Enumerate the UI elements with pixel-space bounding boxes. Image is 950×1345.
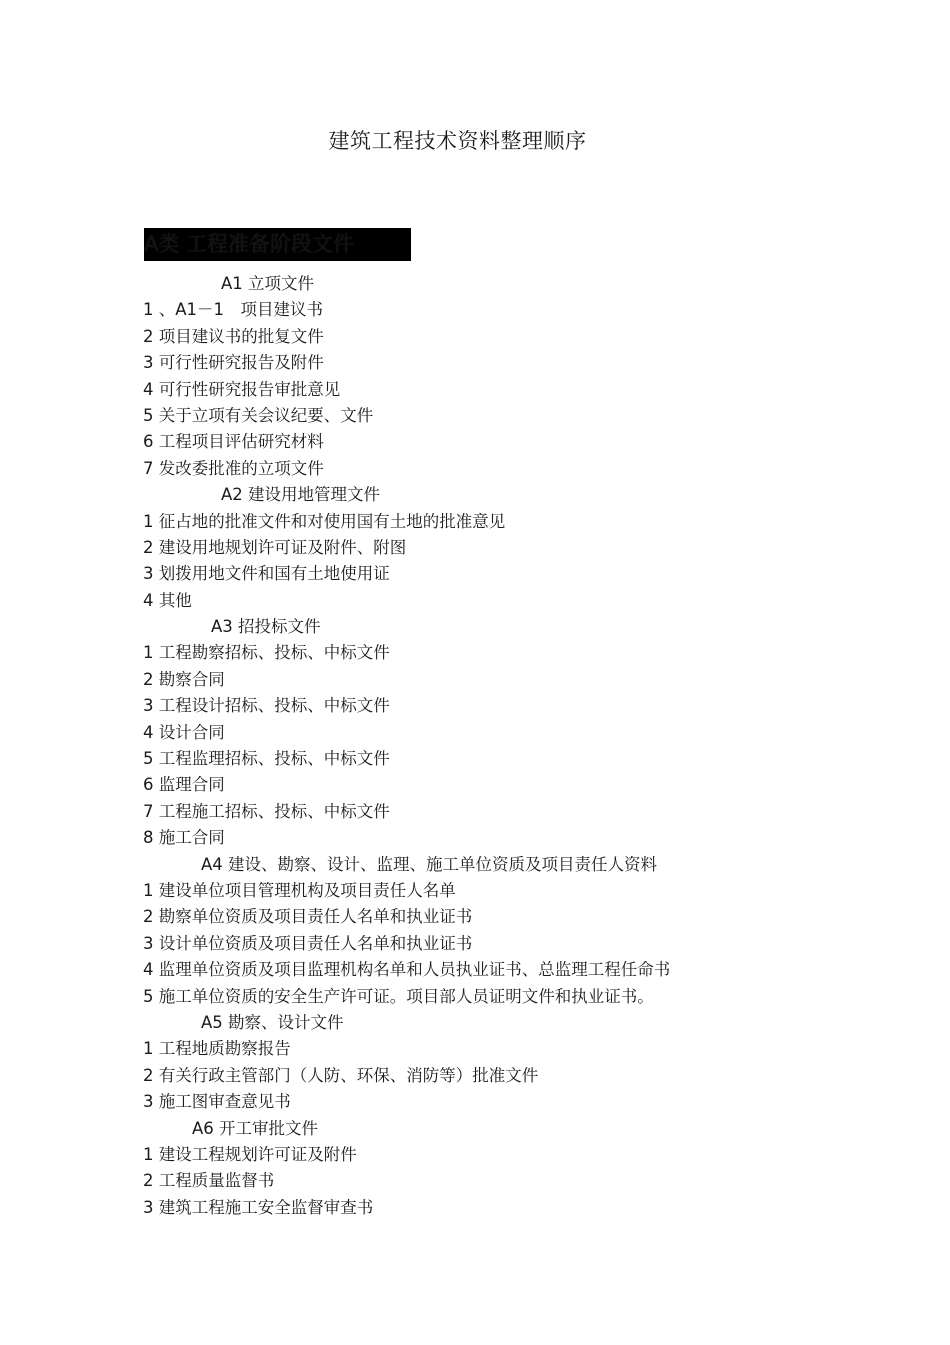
list-item: 1 工程地质勘察报告 — [143, 1039, 291, 1059]
list-item: 6 工程项目评估研究材料 — [143, 432, 324, 452]
list-item: 5 关于立项有关会议纪要、文件 — [143, 405, 374, 425]
document-body — [143, 271, 863, 1221]
list-item: 2 工程质量监督书 — [143, 1171, 275, 1191]
subsection-heading: A4 建设、勘察、设计、监理、施工单位资质及项目责任人资料 — [201, 854, 658, 874]
subsection-heading: A3 招投标文件 — [211, 617, 321, 637]
list-item: 7 工程施工招标、投标、中标文件 — [143, 801, 390, 821]
subsection-heading: A1 立项文件 — [221, 274, 315, 293]
subsection-heading: A5 勘察、设计文件 — [201, 1012, 344, 1032]
section-heading-bar — [144, 228, 411, 261]
list-item: 2 建设用地规划许可证及附件、附图 — [143, 537, 407, 557]
list-item: 4 可行性研究报告审批意见 — [143, 379, 341, 399]
list-item: 3 施工图审查意见书 — [143, 1092, 291, 1112]
list-item: 2 勘察合同 — [143, 669, 225, 689]
list-item: 3 划拨用地文件和国有土地使用证 — [143, 564, 390, 584]
list-item: 8 施工合同 — [143, 828, 225, 848]
list-item: 7 发改委批准的立项文件 — [143, 458, 324, 478]
list-item: 3 工程设计招标、投标、中标文件 — [143, 696, 390, 716]
list-item: 5 施工单位资质的安全生产许可证。项目部人员证明文件和执业证书。 — [143, 986, 654, 1006]
subsection-heading: A6 开工审批文件 — [192, 1118, 319, 1138]
list-item: 4 其他 — [143, 590, 192, 610]
list-item: 1 建设工程规划许可证及附件 — [143, 1144, 357, 1164]
list-item: 2 有关行政主管部门（人防、环保、消防等）批准文件 — [143, 1065, 539, 1085]
list-item: 4 监理单位资质及项目监理机构名单和人员执业证书、总监理工程任命书 — [143, 960, 671, 980]
list-item: 3 设计单位资质及项目责任人名单和执业证书 — [143, 933, 473, 953]
list-item: 1 工程勘察招标、投标、中标文件 — [143, 643, 390, 663]
list-item: 2 项目建议书的批复文件 — [143, 326, 324, 346]
list-item: 6 监理合同 — [143, 775, 225, 795]
list-item: 1 征占地的批准文件和对使用国有土地的批准意见 — [143, 511, 506, 531]
list-item: 4 设计合同 — [143, 722, 225, 742]
section-heading-label: A类 工程准备阶段文件 — [144, 232, 355, 256]
list-item: 1 建设单位项目管理机构及项目责任人名单 — [143, 880, 456, 900]
list-item: 1 、A1－1 项目建议书 — [143, 300, 324, 320]
document-title: 建筑工程技术资料整理顺序 — [328, 129, 587, 153]
list-item: 2 勘察单位资质及项目责任人名单和执业证书 — [143, 907, 473, 927]
list-item: 3 可行性研究报告及附件 — [143, 353, 324, 373]
list-item: 3 建筑工程施工安全监督审查书 — [143, 1197, 374, 1217]
list-item: 5 工程监理招标、投标、中标文件 — [143, 749, 390, 769]
subsection-heading: A2 建设用地管理文件 — [221, 485, 381, 505]
